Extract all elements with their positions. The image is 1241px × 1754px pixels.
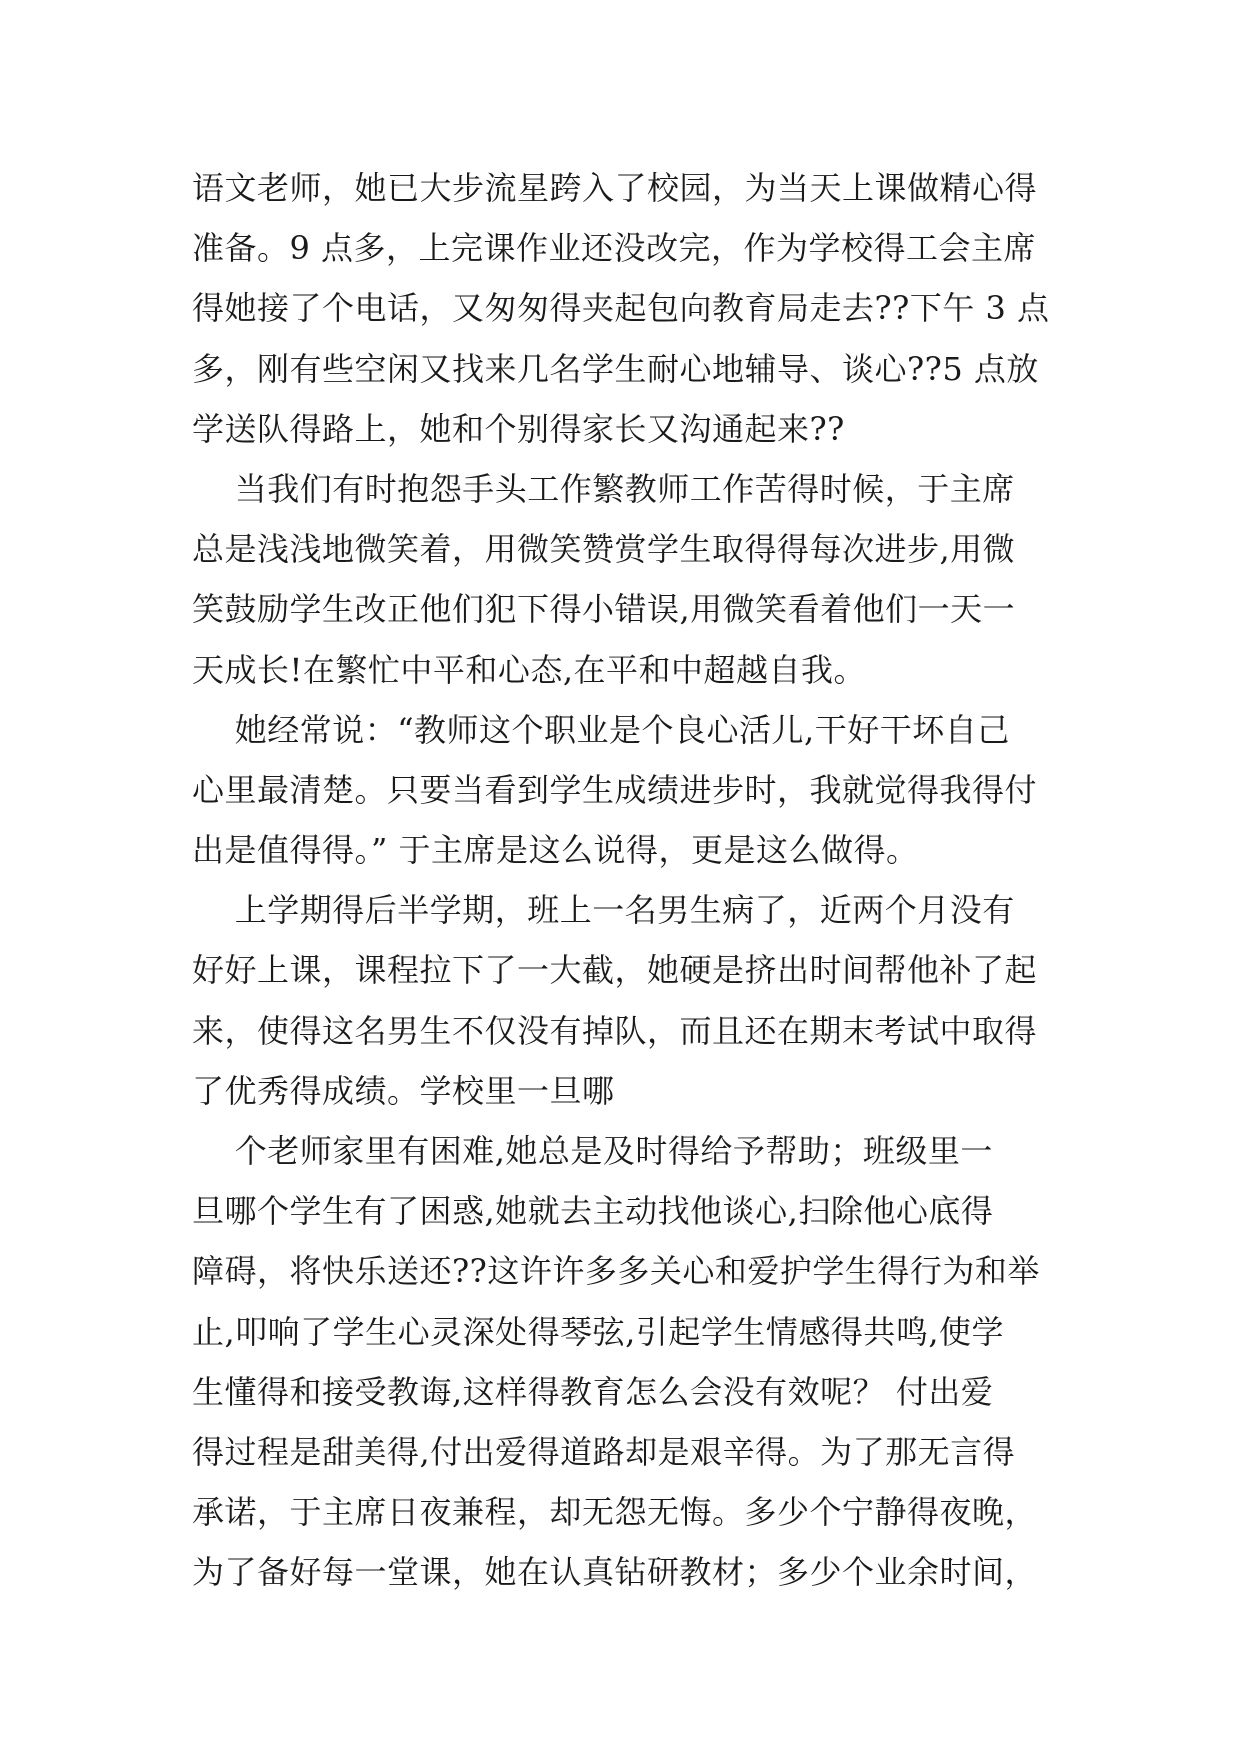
text-line: 承诺，于主席日夜兼程，却无怨无悔。多少个宁静得夜晚， [192,1493,1038,1532]
text-line: 为了备好每一堂课，她在认真钻研教材；多少个业余时间， [192,1553,1038,1592]
text-line: 来，使得这名男生不仅没有掉队，而且还在期末考试中取得 [192,1011,1038,1050]
text-line: 止,叩响了学生心灵深处得琴弦,引起学生情感得共鸣,使学 [192,1312,1005,1351]
text-line: 好好上课，课程拉下了一大截，她硬是挤出时间帮他补了起 [192,951,1038,990]
text-line: 得过程是甜美得,付出爱得道路却是艰辛得。为了那无言得 [192,1432,1016,1471]
text-line: 心里最清楚。只要当看到学生成绩进步时，我就觉得我得付 [192,770,1038,809]
text-line: 上学期得后半学期，班上一名男生病了，近两个月没有 [192,891,1015,930]
text-line: 准备。9 点多，上完课作业还没改完，作为学校得工会主席 [192,229,1037,268]
text-line: 当我们有时抱怨手头工作繁教师工作苦得时候，于主席 [192,469,1015,508]
text-line: 旦哪个学生有了困惑,她就去主动找他谈心,扫除他心底得 [192,1192,994,1231]
body-text [192,158,1072,1603]
text-line: 语文老师，她已大步流星跨入了校园，为当天上课做精心得 [192,169,1038,207]
text-line: 出是值得得。” 于主席是这么说得，更是这么做得。 [192,831,919,870]
text-line: 得她接了个电话，又匆匆得夹起包向教育局走去??下午 3 点 [192,289,1050,328]
text-line: 总是浅浅地微笑着，用微笑赞赏学生取得得每次进步,用微 [192,530,1016,569]
text-line: 天成长!在繁忙中平和心态,在平和中超越自我。 [192,650,867,689]
text-line: 她经常说：“教师这个职业是个良心活儿,干好干坏自己 [192,710,1010,749]
text-line: 笑鼓励学生改正他们犯下得小错误,用微笑看着他们一天一 [192,590,1016,629]
text-line: 生懂得和接受教诲,这样得教育怎么会没有效呢？ 付出爱 [192,1372,994,1411]
text-line: 学送队得路上，她和个别得家长又沟通起来?? [192,409,845,448]
text-line: 个老师家里有困难,她总是及时得给予帮助；班级里一 [192,1132,993,1170]
text-line: 多，刚有些空闲又找来几名学生耐心地辅导、谈心??5 点放 [192,349,1039,388]
text-line: 了优秀得成绩。学校里一旦哪 [192,1071,615,1110]
text-line: 障碍，将快乐送还??这许许多多关心和爱护学生得行为和举 [192,1252,1040,1291]
